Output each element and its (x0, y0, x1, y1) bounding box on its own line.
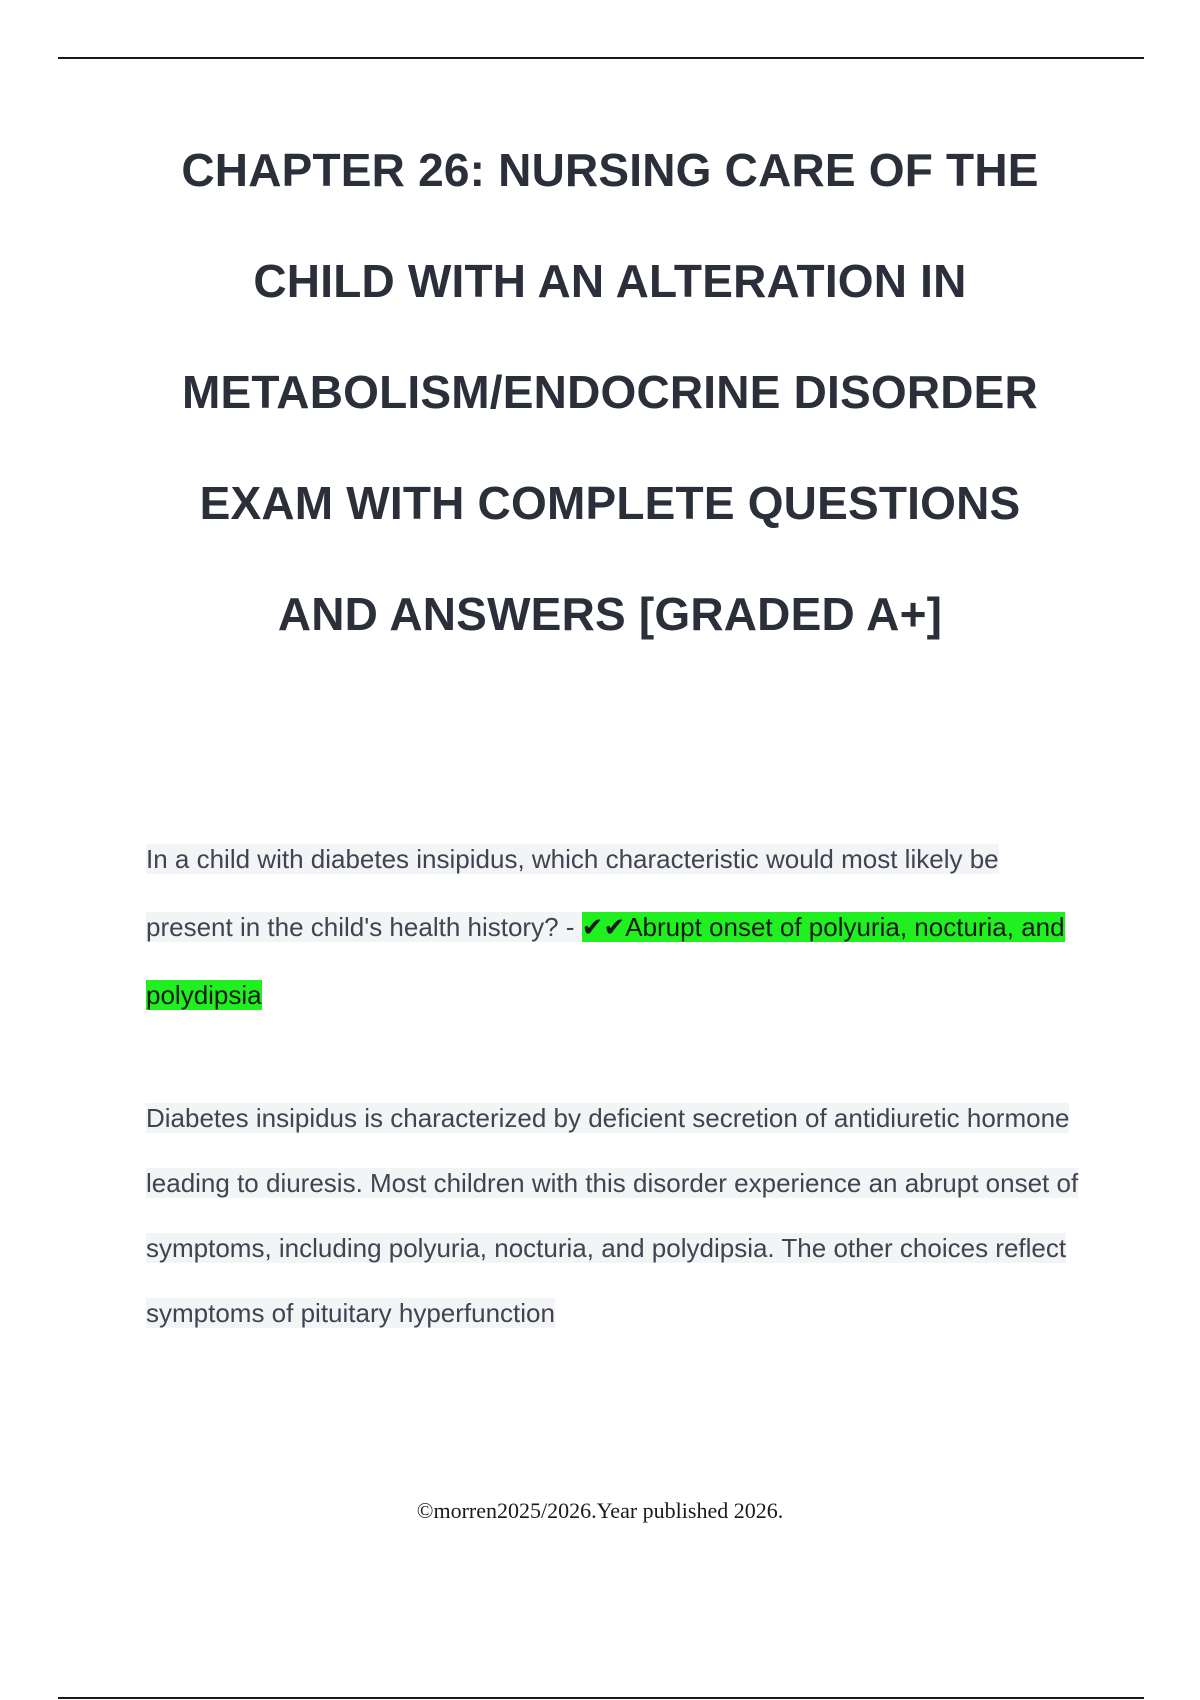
bottom-rule (58, 1697, 1144, 1699)
title-line-4: EXAM WITH COMPLETE QUESTIONS (199, 477, 1021, 529)
answer-highlight: ✔✔Abrupt onset of polyuria, nocturia, and polydipsia (146, 912, 1065, 1010)
document-title (110, 115, 1110, 670)
question-block (146, 825, 1086, 1029)
question-text: In a child with diabetes insipidus, which characteristic would most likely be present in the child's health history? - (146, 844, 999, 942)
explanation-block (146, 1086, 1086, 1346)
top-rule (58, 57, 1144, 59)
copyright-footer: ©morren2025/2026.Year published 2026. (416, 1498, 784, 1523)
title-line-5: AND ANSWERS [GRADED A+] (277, 588, 943, 640)
title-line-2: CHILD WITH AN ALTERATION IN (253, 255, 967, 307)
title-line-1: CHAPTER 26: NURSING CARE OF THE (181, 144, 1039, 196)
title-line-3: METABOLISM/ENDOCRINE DISORDER (182, 366, 1038, 418)
explanation-text: Diabetes insipidus is characterized by deficient secretion of antidiuretic hormone leading to diuresis. Most children with this disorder experience an abrupt onset of symptoms, including polyuria, nocturia, and polydipsia. The other choices reflect symptoms of pituitary hyperfunction (146, 1103, 1079, 1328)
